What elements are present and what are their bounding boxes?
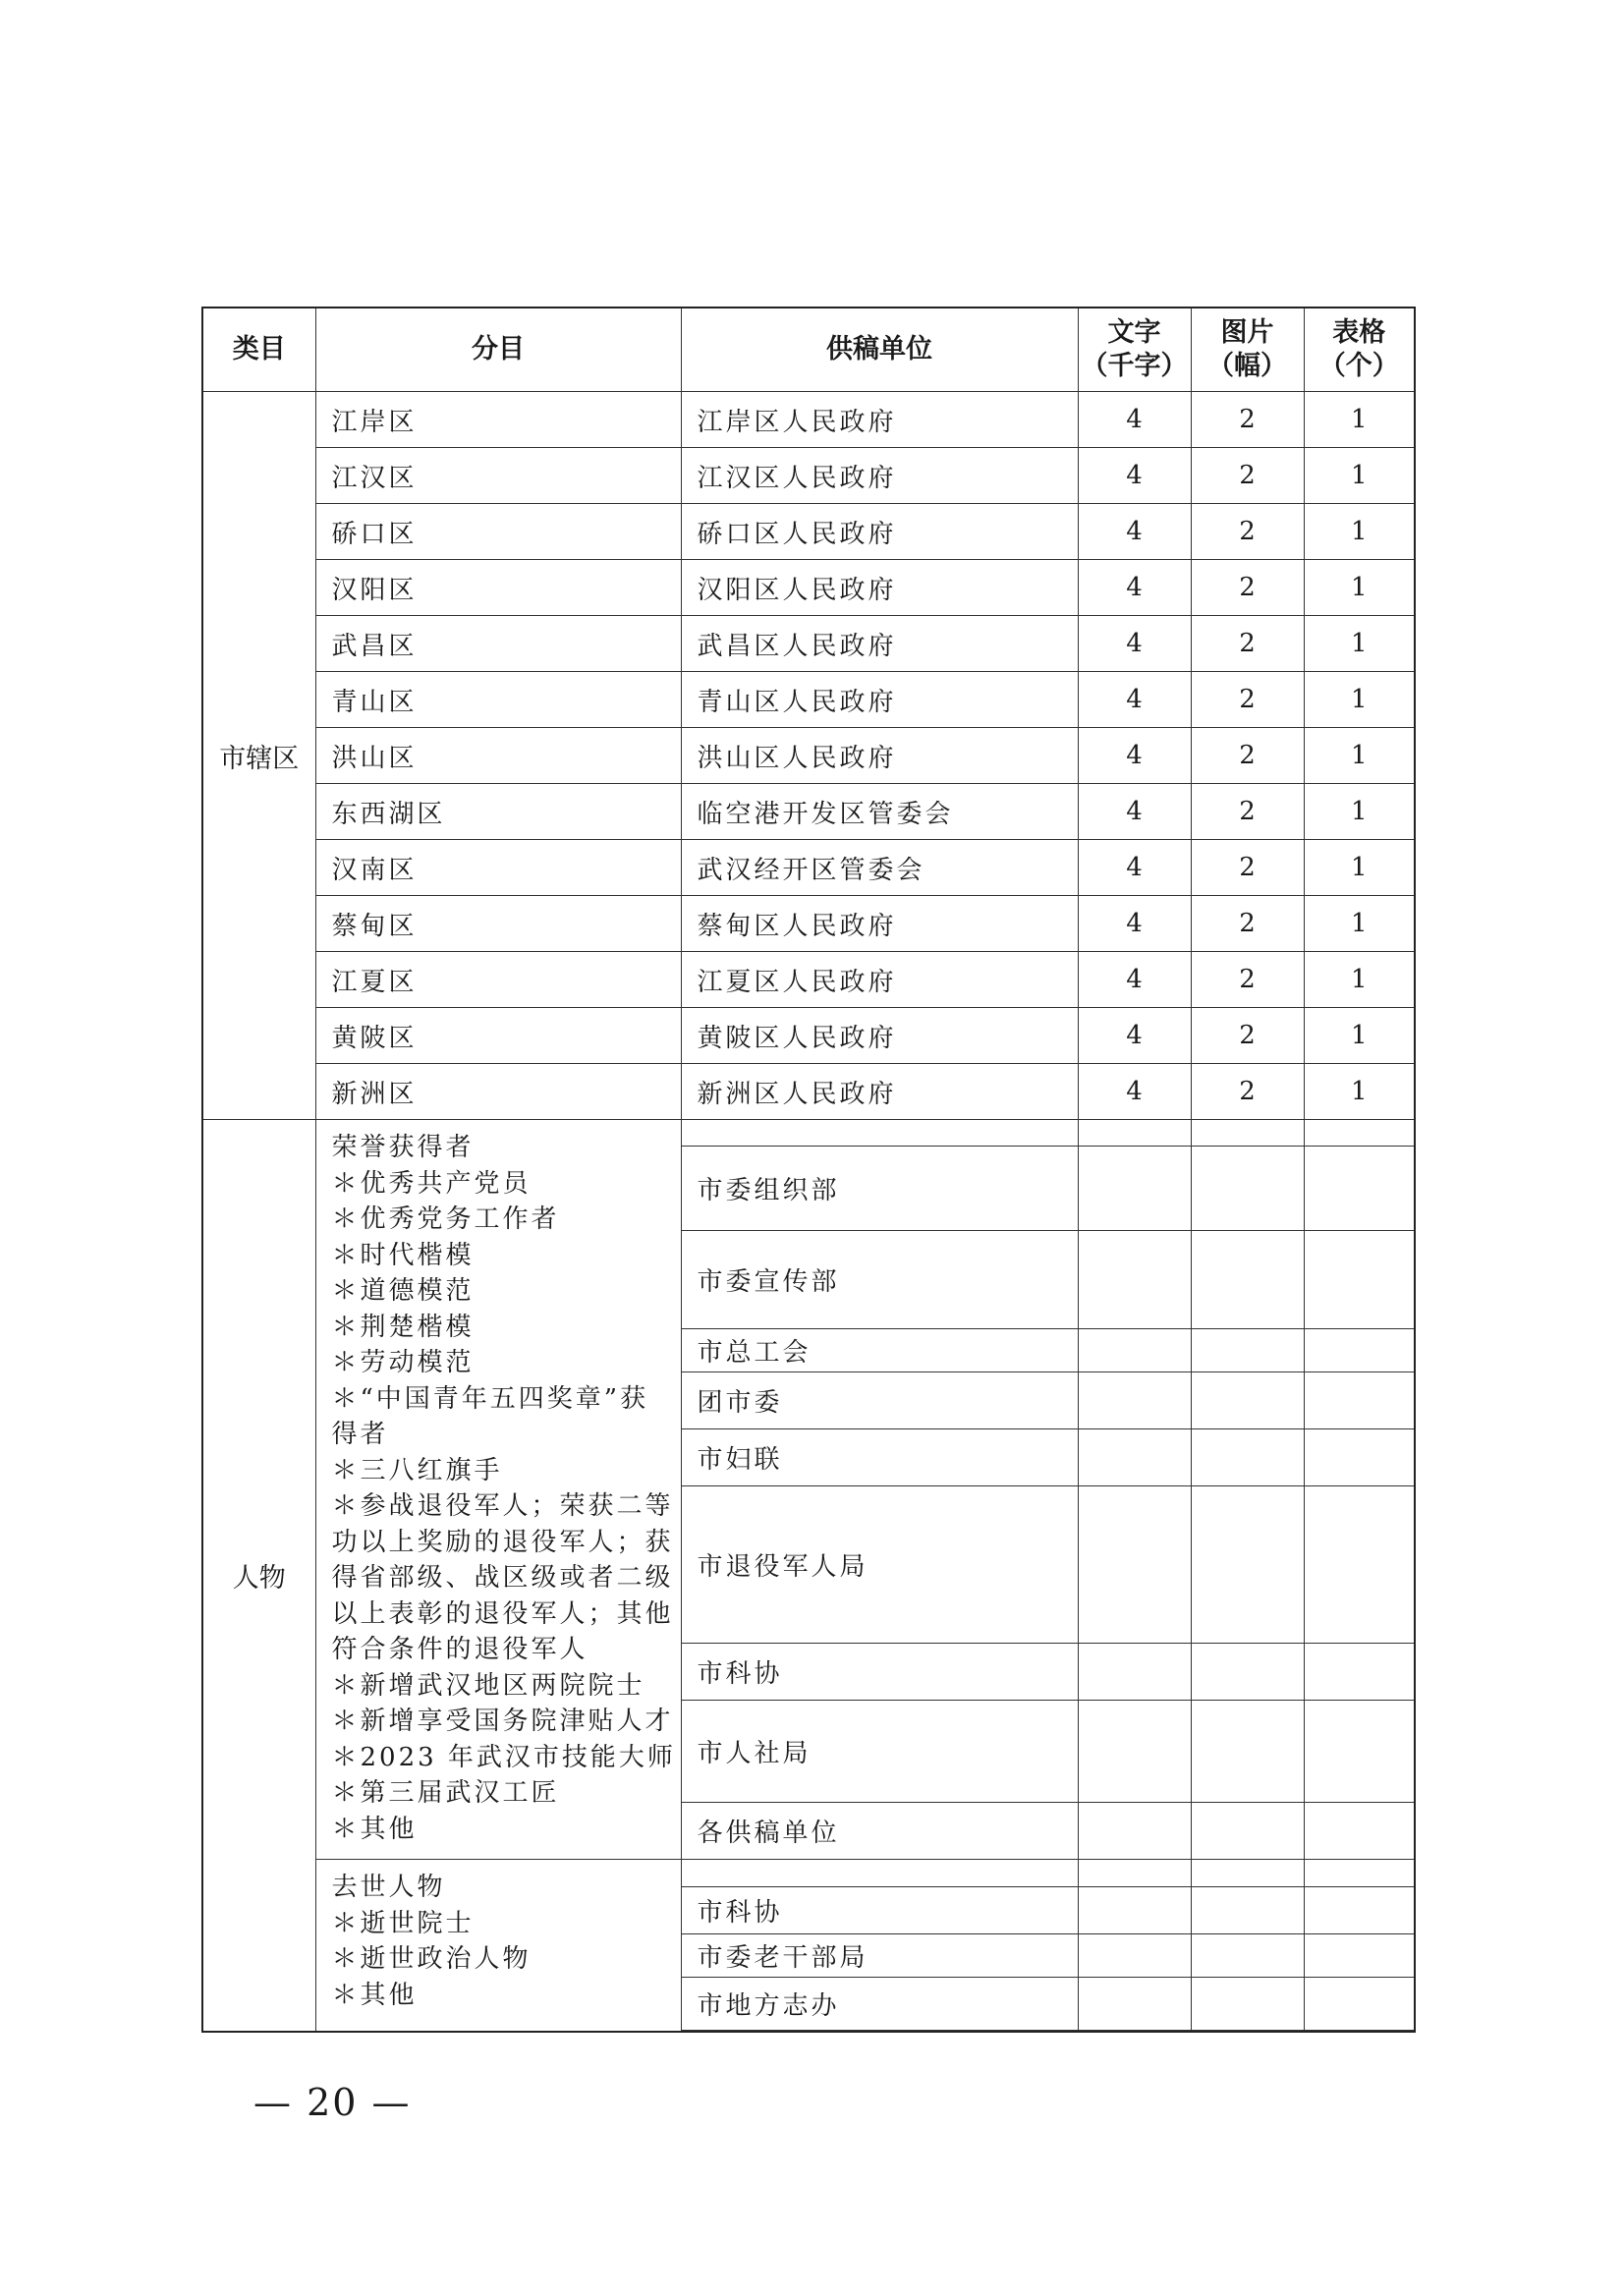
empty-cell bbox=[1191, 1147, 1304, 1231]
supplier-cell: 各供稿单位 bbox=[681, 1803, 1078, 1860]
pictures-cell: 2 bbox=[1191, 616, 1304, 672]
table-row bbox=[202, 616, 1415, 672]
supplier-cell: 市妇联 bbox=[681, 1429, 1078, 1486]
empty-cell bbox=[1191, 1887, 1304, 1934]
pictures-cell: 2 bbox=[1191, 1064, 1304, 1120]
supplier-cell: 市科协 bbox=[681, 1644, 1078, 1701]
tables-cell: 1 bbox=[1304, 672, 1415, 728]
table-row bbox=[202, 728, 1415, 784]
header-subcategory: 分目 bbox=[315, 308, 681, 392]
honoree-line: ＊优秀共产党员 bbox=[331, 1168, 532, 1199]
empty-cell bbox=[1191, 1120, 1304, 1147]
pictures-cell: 2 bbox=[1191, 392, 1304, 448]
empty-cell bbox=[1191, 1934, 1304, 1978]
table-row bbox=[202, 504, 1415, 560]
content-table bbox=[201, 307, 1416, 2033]
empty-cell bbox=[1078, 1429, 1191, 1486]
pictures-cell: 2 bbox=[1191, 840, 1304, 896]
table-row bbox=[202, 1860, 1415, 1887]
supplier-cell: 汉阳区人民政府 bbox=[681, 560, 1078, 616]
subcategory-cell: 武昌区 bbox=[315, 616, 681, 672]
text-cell: 4 bbox=[1078, 616, 1191, 672]
empty-cell bbox=[1191, 1701, 1304, 1803]
text-cell: 4 bbox=[1078, 728, 1191, 784]
subcategory-cell: 硚口区 bbox=[315, 504, 681, 560]
tables-cell: 1 bbox=[1304, 952, 1415, 1008]
pictures-cell: 2 bbox=[1191, 672, 1304, 728]
category-cell-people: 人物 bbox=[202, 1120, 315, 2033]
empty-cell bbox=[1191, 2031, 1304, 2033]
supplier-cell: 市科协 bbox=[681, 1887, 1078, 1934]
text-cell: 4 bbox=[1078, 504, 1191, 560]
honoree-line: 荣誉获得者 bbox=[331, 1133, 475, 1162]
empty-cell bbox=[1078, 1934, 1191, 1978]
supplier-cell: 武昌区人民政府 bbox=[681, 616, 1078, 672]
honoree-line: 符合条件的退役军人 bbox=[331, 1635, 588, 1664]
empty-cell bbox=[1191, 1803, 1304, 1860]
empty-cell bbox=[1078, 1887, 1191, 1934]
empty-cell bbox=[1078, 1803, 1191, 1860]
tables-cell: 1 bbox=[1304, 616, 1415, 672]
supplier-cell: 硚口区人民政府 bbox=[681, 504, 1078, 560]
text-cell: 4 bbox=[1078, 560, 1191, 616]
table-row bbox=[202, 672, 1415, 728]
supplier-cell: 洪山区人民政府 bbox=[681, 728, 1078, 784]
deceased-subcategory-cell bbox=[315, 1860, 681, 2033]
pictures-cell: 2 bbox=[1191, 784, 1304, 840]
text-cell: 4 bbox=[1078, 392, 1191, 448]
empty-cell bbox=[1078, 2031, 1191, 2033]
honoree-line: ＊“中国青年五四奖章”获 bbox=[331, 1383, 649, 1414]
pictures-cell: 2 bbox=[1191, 560, 1304, 616]
empty-cell bbox=[1304, 1429, 1415, 1486]
text-cell: 4 bbox=[1078, 952, 1191, 1008]
table-row bbox=[202, 392, 1415, 448]
text-cell: 4 bbox=[1078, 448, 1191, 504]
honoree-line: ＊劳动模范 bbox=[331, 1348, 475, 1377]
pictures-cell: 2 bbox=[1191, 952, 1304, 1008]
honoree-line: ＊三八红旗手 bbox=[331, 1455, 503, 1485]
empty-cell bbox=[1304, 1803, 1415, 1860]
tables-cell: 1 bbox=[1304, 840, 1415, 896]
supplier-cell: 临空港开发区管委会 bbox=[681, 784, 1078, 840]
empty-cell bbox=[1191, 1429, 1304, 1486]
empty-cell bbox=[1078, 1701, 1191, 1803]
category-cell: 市辖区 bbox=[202, 392, 315, 1120]
empty-cell bbox=[1191, 1231, 1304, 1329]
empty-cell bbox=[1304, 1372, 1415, 1429]
empty-cell bbox=[1078, 1329, 1191, 1372]
supplier-cell: 武汉经开区管委会 bbox=[681, 840, 1078, 896]
empty-cell bbox=[1078, 1147, 1191, 1231]
header-category: 类目 bbox=[202, 308, 315, 392]
header-tables: 表格 （个） bbox=[1304, 308, 1415, 392]
subcategory-cell: 江汉区 bbox=[315, 448, 681, 504]
table-row bbox=[202, 1064, 1415, 1120]
subcategory-cell: 洪山区 bbox=[315, 728, 681, 784]
empty-cell bbox=[1304, 1644, 1415, 1701]
pictures-cell: 2 bbox=[1191, 448, 1304, 504]
empty-cell bbox=[1304, 2031, 1415, 2033]
tables-cell: 1 bbox=[1304, 1064, 1415, 1120]
empty-cell bbox=[1078, 1644, 1191, 1701]
supplier-cell-empty bbox=[681, 1120, 1078, 1147]
tables-cell: 1 bbox=[1304, 1008, 1415, 1064]
tables-cell: 1 bbox=[1304, 560, 1415, 616]
table-row bbox=[202, 1120, 1415, 1147]
honoree-line: ＊新增武汉地区两院院士 bbox=[331, 1670, 645, 1701]
honoree-line: ＊荆楚楷模 bbox=[331, 1312, 475, 1342]
deceased-line: ＊逝世政治人物 bbox=[331, 1944, 532, 1974]
supplier-cell: 青山区人民政府 bbox=[681, 672, 1078, 728]
empty-cell bbox=[1078, 1120, 1191, 1147]
pictures-cell: 2 bbox=[1191, 728, 1304, 784]
supplier-cell: 市委老干部局 bbox=[681, 1934, 1078, 1978]
supplier-cell: 蔡甸区人民政府 bbox=[681, 896, 1078, 952]
supplier-cell: 新洲区人民政府 bbox=[681, 1064, 1078, 1120]
table-row bbox=[202, 784, 1415, 840]
honoree-line: ＊时代楷模 bbox=[331, 1240, 475, 1270]
subcategory-cell: 黄陂区 bbox=[315, 1008, 681, 1064]
supplier-cell-empty bbox=[681, 1860, 1078, 1887]
honoree-line: 以上表彰的退役军人；其他 bbox=[331, 1598, 674, 1629]
empty-cell bbox=[1191, 1860, 1304, 1887]
supplier-cell: 江夏区人民政府 bbox=[681, 952, 1078, 1008]
tables-cell: 1 bbox=[1304, 392, 1415, 448]
empty-cell bbox=[1304, 1147, 1415, 1231]
subcategory-cell: 汉阳区 bbox=[315, 560, 681, 616]
tables-cell: 1 bbox=[1304, 448, 1415, 504]
empty-cell bbox=[1078, 1486, 1191, 1644]
text-cell: 4 bbox=[1078, 1008, 1191, 1064]
supplier-cell: 市委宣传部 bbox=[681, 1231, 1078, 1329]
honoree-line: 得者 bbox=[331, 1420, 389, 1449]
supplier-cell: 市退役军人局 bbox=[681, 1486, 1078, 1644]
empty-cell bbox=[1191, 1644, 1304, 1701]
empty-cell bbox=[1304, 1887, 1415, 1934]
tables-cell: 1 bbox=[1304, 784, 1415, 840]
subcategory-cell: 汉南区 bbox=[315, 840, 681, 896]
deceased-line: ＊其他 bbox=[331, 1980, 418, 2010]
honoree-line: ＊2023 年武汉市技能大师 bbox=[331, 1742, 676, 1772]
empty-cell bbox=[1191, 1486, 1304, 1644]
supplier-cell: 团市委 bbox=[681, 1372, 1078, 1429]
honoree-line: ＊优秀党务工作者 bbox=[331, 1204, 560, 1234]
tables-cell: 1 bbox=[1304, 896, 1415, 952]
text-cell: 4 bbox=[1078, 896, 1191, 952]
subcategory-cell: 青山区 bbox=[315, 672, 681, 728]
empty-cell bbox=[1078, 1978, 1191, 2031]
pictures-cell: 2 bbox=[1191, 504, 1304, 560]
pictures-cell: 2 bbox=[1191, 896, 1304, 952]
empty-cell bbox=[1191, 1978, 1304, 2031]
empty-cell bbox=[1304, 1934, 1415, 1978]
header-text: 文字 （千字） bbox=[1078, 308, 1191, 392]
subcategory-cell: 东西湖区 bbox=[315, 784, 681, 840]
honoree-line: 功以上奖励的退役军人；获 bbox=[331, 1527, 674, 1557]
tables-cell: 1 bbox=[1304, 728, 1415, 784]
subcategory-cell: 江岸区 bbox=[315, 392, 681, 448]
empty-cell bbox=[1078, 1372, 1191, 1429]
honoree-line: ＊参战退役军人；荣获二等 bbox=[331, 1491, 674, 1521]
table-row bbox=[202, 448, 1415, 504]
text-cell: 4 bbox=[1078, 1064, 1191, 1120]
deceased-line: 去世人物 bbox=[331, 1873, 446, 1902]
honoree-line: ＊第三届武汉工匠 bbox=[331, 1778, 560, 1808]
tables-cell: 1 bbox=[1304, 504, 1415, 560]
honoree-line: ＊道德模范 bbox=[331, 1276, 475, 1306]
table-row bbox=[202, 560, 1415, 616]
empty-cell bbox=[681, 2031, 1078, 2033]
subcategory-cell: 江夏区 bbox=[315, 952, 681, 1008]
empty-cell bbox=[1304, 1486, 1415, 1644]
honoree-line: ＊新增享受国务院津贴人才 bbox=[331, 1707, 674, 1736]
supplier-cell: 江汉区人民政府 bbox=[681, 448, 1078, 504]
table-row bbox=[202, 1008, 1415, 1064]
empty-cell bbox=[1304, 1231, 1415, 1329]
table-row bbox=[202, 952, 1415, 1008]
empty-cell bbox=[1304, 1120, 1415, 1147]
empty-cell bbox=[1078, 1860, 1191, 1887]
supplier-cell: 市委组织部 bbox=[681, 1147, 1078, 1231]
deceased-line: ＊逝世院士 bbox=[331, 1908, 475, 1938]
table-row bbox=[202, 840, 1415, 896]
text-cell: 4 bbox=[1078, 784, 1191, 840]
empty-cell bbox=[1304, 1701, 1415, 1803]
empty-cell bbox=[1304, 1860, 1415, 1887]
supplier-cell: 市地方志办 bbox=[681, 1978, 1078, 2031]
honorees-subcategory-cell bbox=[315, 1120, 681, 1860]
header-pictures: 图片 （幅） bbox=[1191, 308, 1304, 392]
empty-cell bbox=[1304, 1978, 1415, 2031]
table-row bbox=[202, 896, 1415, 952]
supplier-cell: 市总工会 bbox=[681, 1329, 1078, 1372]
empty-cell bbox=[1304, 1329, 1415, 1372]
supplier-cell: 江岸区人民政府 bbox=[681, 392, 1078, 448]
empty-cell bbox=[1078, 1231, 1191, 1329]
honoree-line: ＊其他 bbox=[331, 1814, 418, 1844]
empty-cell bbox=[1191, 1372, 1304, 1429]
empty-cell bbox=[1191, 1329, 1304, 1372]
supplier-cell: 黄陂区人民政府 bbox=[681, 1008, 1078, 1064]
subcategory-cell: 蔡甸区 bbox=[315, 896, 681, 952]
text-cell: 4 bbox=[1078, 840, 1191, 896]
page-number: — 20 — bbox=[253, 2081, 412, 2124]
subcategory-cell: 新洲区 bbox=[315, 1064, 681, 1120]
header-row bbox=[202, 308, 1415, 392]
supplier-cell: 市人社局 bbox=[681, 1701, 1078, 1803]
header-supplier: 供稿单位 bbox=[681, 308, 1078, 392]
text-cell: 4 bbox=[1078, 672, 1191, 728]
pictures-cell: 2 bbox=[1191, 1008, 1304, 1064]
honoree-line: 得省部级、战区级或者二级 bbox=[331, 1563, 674, 1593]
